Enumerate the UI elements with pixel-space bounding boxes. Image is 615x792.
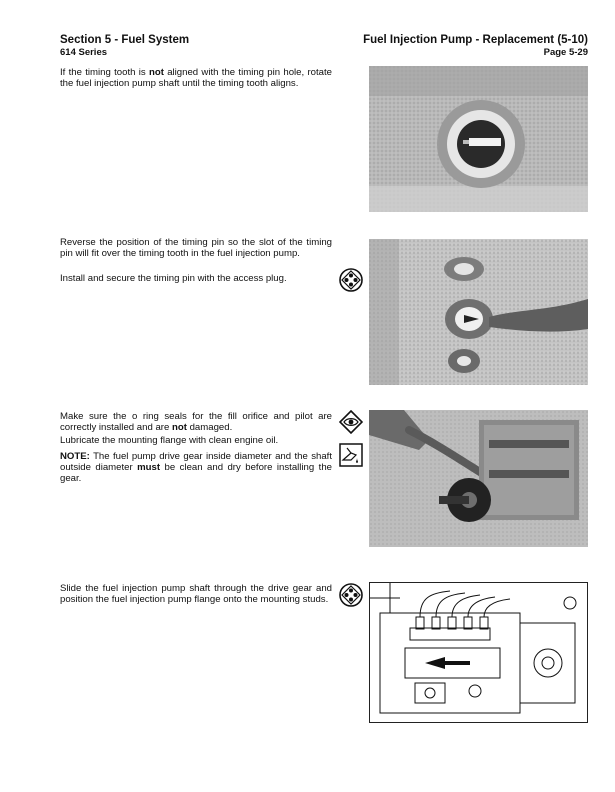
step-4-text: Slide the fuel injection pump shaft through the drive gear and position the fuel injection pump flange onto the mounting studs. xyxy=(60,583,332,606)
step-1-text: If the timing tooth is not aligned with the timing pin hole, rotate the fuel injection pump shaft until the timing tooth aligns. xyxy=(60,67,332,90)
photo-timing-pin xyxy=(369,239,588,385)
page-number: Page 5-29 xyxy=(543,47,588,58)
inspect-eye-icon xyxy=(339,410,363,434)
header-right xyxy=(363,34,588,58)
oil-can-icon xyxy=(339,443,363,467)
header-left xyxy=(60,34,189,58)
series-label: 614 Series xyxy=(60,47,108,58)
step-2-text: Reverse the position of the timing pin so the slot of the timing pin will fit over the timing tooth in the fuel injection pump. xyxy=(60,237,332,260)
page-title: Fuel Injection Pump - Replacement (5-10) xyxy=(363,34,588,46)
drawing-pump-mounting xyxy=(369,582,588,723)
step-3b-text: Lubricate the mounting flange with clean engine oil. xyxy=(60,435,279,446)
photo-drive-gear xyxy=(369,410,588,547)
step-2b-text: Install and secure the timing pin with the access plug. xyxy=(60,273,287,284)
photo-timing-tooth xyxy=(369,66,588,212)
step-3-text: Make sure the o ring seals for the fill orifice and pilot are correctly installed and are not damaged. xyxy=(60,411,332,434)
wrench-socket-icon xyxy=(339,268,363,292)
section-title: Section 5 - Fuel System xyxy=(60,34,190,46)
wrench-socket-icon xyxy=(339,583,363,607)
step-3-note: NOTE: The fuel pump drive gear inside diameter and the shaft outside diameter must be clean and dry before installing the gear. xyxy=(60,451,333,485)
